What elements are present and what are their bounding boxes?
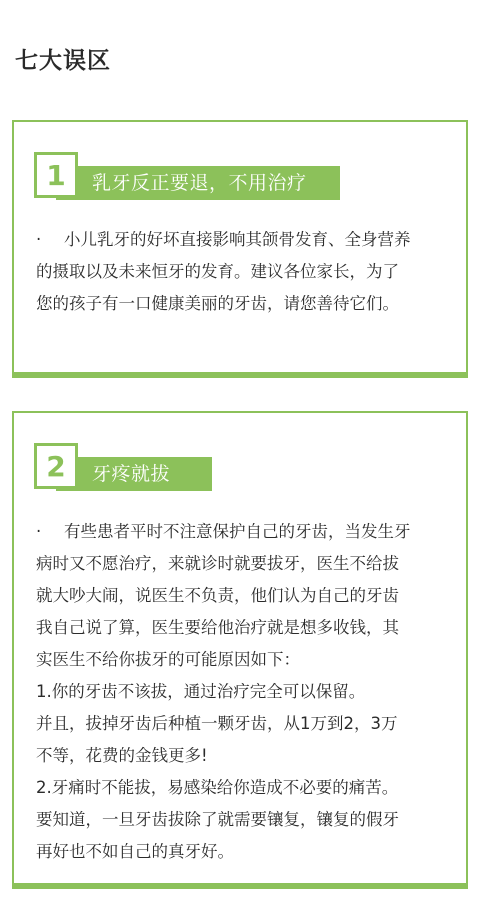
text-line: 病时又不愿治疗，来就诊时就要拔牙，医生不给拔: [36, 554, 399, 573]
text-line: 的摄取以及未来恒牙的发育。建议各位家长，为了: [36, 262, 399, 281]
section-card-2: [12, 411, 468, 889]
text-line: · 小儿乳牙的好坏直接影响其颌骨发育、全身营养: [36, 224, 452, 256]
text-line: · 有些患者平时不注意保护自己的牙齿，当发生牙: [36, 516, 452, 548]
text-line: 1.你的牙齿不该拔，通过治疗完全可以保留。: [36, 682, 366, 701]
section-body-2: [36, 516, 452, 868]
text-line: 我自己说了算，医生要给他治疗就是想多收钱，其: [36, 618, 399, 637]
section-number-1: 1: [34, 152, 78, 198]
bullet-icon: ·: [36, 522, 42, 541]
text-line: 不等，花费的金钱更多!: [36, 746, 208, 765]
section-card-1: [12, 120, 468, 378]
text-line: 您的孩子有一口健康美丽的牙齿，请您善待它们。: [36, 294, 399, 313]
bullet-icon: ·: [36, 230, 42, 249]
section-body-1: [36, 224, 452, 320]
text-line: 要知道，一旦牙齿拔除了就需要镶复，镶复的假牙: [36, 810, 399, 829]
text-line: 就大吵大闹，说医生不负责，他们认为自己的牙齿: [36, 586, 399, 605]
section-heading-2: 牙疼就拔: [56, 457, 212, 491]
text-line: 并且，拔掉牙齿后种植一颗牙齿，从1万到2，3万: [36, 714, 398, 733]
text-line: 2.牙痛时不能拔，易感染给你造成不必要的痛苦。: [36, 778, 399, 797]
page-title: 七大误区: [15, 48, 111, 74]
text-line: 再好也不如自己的真牙好。: [36, 842, 234, 861]
section-number-2: 2: [34, 443, 78, 489]
text-line: 实医生不给你拔牙的可能原因如下：: [36, 650, 300, 669]
section-heading-1: 乳牙反正要退，不用治疗: [56, 166, 340, 200]
